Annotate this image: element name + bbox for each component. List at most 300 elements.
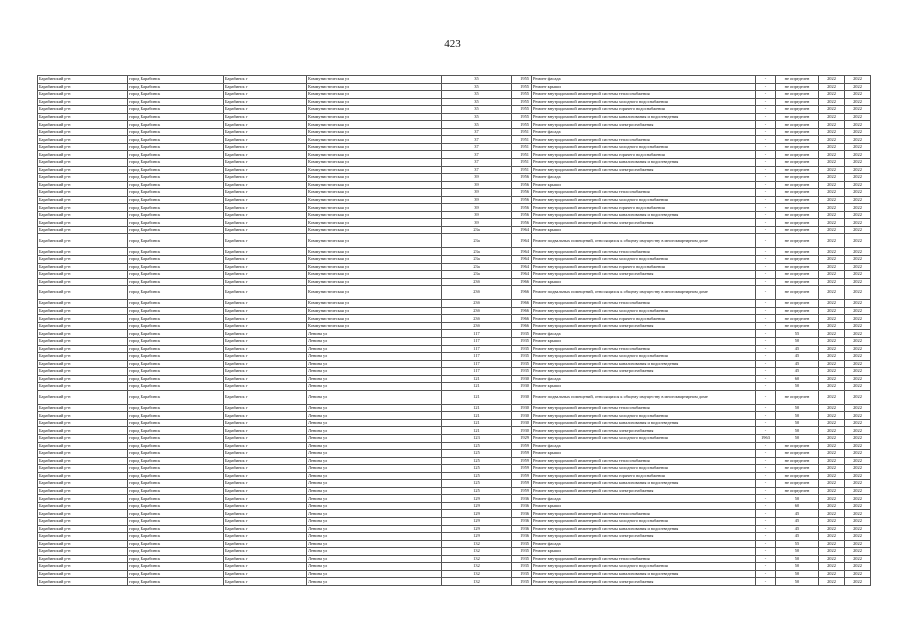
extra-cell: - [756, 204, 776, 212]
table-row [38, 450, 871, 458]
build-year-cell: 1964 [512, 226, 532, 234]
work-type-cell: Ремонт внутридомовой инженерной системы теплоснабжения [532, 510, 756, 518]
settlement-cell: Барабинск г [224, 510, 307, 518]
settlement-cell: Барабинск г [224, 517, 307, 525]
extra-cell: - [756, 472, 776, 480]
table-body [38, 76, 871, 586]
work-type-cell: Ремонт внутридомовой инженерной системы теплоснабжения [532, 136, 756, 144]
work-type-cell: Ремонт внутридомовой инженерной системы теплоснабжения [532, 555, 756, 563]
district-cell: Барабинский р-н [38, 136, 128, 144]
house-number-cell: 39 [442, 189, 512, 197]
work-type-cell: Ремонт внутридомовой инженерной системы холодного водоснабжения [532, 98, 756, 106]
year-start-cell: 2022 [819, 330, 845, 338]
year-start-cell: 2022 [819, 434, 845, 442]
house-number-cell: 35 [442, 76, 512, 84]
build-year-cell: 1930 [512, 383, 532, 391]
work-type-cell: Ремонт внутридомовой инженерной системы электроснабжения [532, 271, 756, 279]
settlement-cell: Барабинск г [224, 136, 307, 144]
district-cell: Барабинский р-н [38, 533, 128, 541]
street-cell: Ленина ул [307, 345, 442, 353]
house-number-cell: 121 [442, 427, 512, 435]
year-start-cell: 2022 [819, 337, 845, 345]
cost-cell: не определен [776, 307, 819, 315]
municipality-cell: город Барабинск [128, 166, 224, 174]
table-row [38, 510, 871, 518]
municipality-cell: город Барабинск [128, 83, 224, 91]
district-cell: Барабинский р-н [38, 404, 128, 412]
cost-cell: не определен [776, 106, 819, 114]
table-row [38, 204, 871, 212]
municipality-cell: город Барабинск [128, 136, 224, 144]
municipality-cell: город Барабинск [128, 337, 224, 345]
house-number-cell: 35 [442, 121, 512, 129]
year-end-cell: 2022 [845, 91, 871, 99]
work-type-cell: Ремонт внутридомовой инженерной системы электроснабжения [532, 368, 756, 376]
house-number-cell: 117 [442, 337, 512, 345]
cost-cell: 60 [776, 375, 819, 383]
extra-cell: - [756, 480, 776, 488]
extra-cell: - [756, 457, 776, 465]
extra-cell: - [756, 248, 776, 256]
year-end-cell: 2022 [845, 533, 871, 541]
build-year-cell: 1964 [512, 256, 532, 264]
house-number-cell: 125 [442, 457, 512, 465]
street-cell: Коммунистическая ул [307, 322, 442, 330]
year-end-cell: 2022 [845, 143, 871, 151]
district-cell: Барабинский р-н [38, 307, 128, 315]
district-cell: Барабинский р-н [38, 570, 128, 578]
year-end-cell: 2022 [845, 226, 871, 234]
year-end-cell: 2022 [845, 151, 871, 159]
settlement-cell: Барабинск г [224, 570, 307, 578]
extra-cell: - [756, 211, 776, 219]
table-row [38, 540, 871, 548]
street-cell: Коммунистическая ул [307, 83, 442, 91]
district-cell: Барабинский р-н [38, 76, 128, 84]
house-number-cell: 23б [442, 315, 512, 323]
cost-cell: не определен [776, 128, 819, 136]
house-number-cell: 132 [442, 570, 512, 578]
work-type-cell: Ремонт внутридомовой инженерной системы канализования и водоотведения [532, 113, 756, 121]
year-start-cell: 2022 [819, 151, 845, 159]
year-end-cell: 2022 [845, 189, 871, 197]
settlement-cell: Барабинск г [224, 375, 307, 383]
extra-cell: - [756, 465, 776, 473]
table-row [38, 487, 871, 495]
table-row [38, 375, 871, 383]
municipality-cell: город Барабинск [128, 300, 224, 308]
build-year-cell: 1936 [512, 495, 532, 503]
extra-cell: - [756, 278, 776, 286]
table-row [38, 502, 871, 510]
build-year-cell: 1955 [512, 113, 532, 121]
house-number-cell: 23а [442, 234, 512, 248]
cost-cell: 50 [776, 383, 819, 391]
year-end-cell: 2022 [845, 159, 871, 167]
table-row [38, 315, 871, 323]
house-number-cell: 37 [442, 159, 512, 167]
settlement-cell: Барабинск г [224, 337, 307, 345]
year-start-cell: 2022 [819, 307, 845, 315]
house-number-cell: 37 [442, 136, 512, 144]
street-cell: Ленина ул [307, 510, 442, 518]
year-end-cell: 2022 [845, 427, 871, 435]
year-end-cell: 2022 [845, 510, 871, 518]
house-number-cell: 23б [442, 278, 512, 286]
year-end-cell: 2022 [845, 256, 871, 264]
year-start-cell: 2022 [819, 219, 845, 227]
municipality-cell: город Барабинск [128, 315, 224, 323]
municipality-cell: город Барабинск [128, 121, 224, 129]
year-end-cell: 2022 [845, 540, 871, 548]
cost-cell: не определен [776, 465, 819, 473]
extra-cell: - [756, 159, 776, 167]
municipality-cell: город Барабинск [128, 151, 224, 159]
work-type-cell: Ремонт внутридомовой инженерной системы холодного водоснабжения [532, 353, 756, 361]
work-type-cell: Ремонт подвальных помещений, относящихся к общему имуществу в многоквартирном доме [532, 286, 756, 300]
year-end-cell: 2022 [845, 383, 871, 391]
municipality-cell: город Барабинск [128, 434, 224, 442]
work-type-cell: Ремонт внутридомовой инженерной системы холодного водоснабжения [532, 412, 756, 420]
cost-cell: не определен [776, 263, 819, 271]
settlement-cell: Барабинск г [224, 300, 307, 308]
build-year-cell: 1951 [512, 136, 532, 144]
year-start-cell: 2022 [819, 300, 845, 308]
municipality-cell: город Барабинск [128, 578, 224, 586]
extra-cell: - [756, 419, 776, 427]
house-number-cell: 125 [442, 480, 512, 488]
table-row [38, 159, 871, 167]
district-cell: Барабинский р-н [38, 525, 128, 533]
street-cell: Коммунистическая ул [307, 98, 442, 106]
street-cell: Ленина ул [307, 434, 442, 442]
year-start-cell: 2022 [819, 211, 845, 219]
table-row [38, 383, 871, 391]
district-cell: Барабинский р-н [38, 548, 128, 556]
district-cell: Барабинский р-н [38, 353, 128, 361]
extra-cell: - [756, 495, 776, 503]
build-year-cell: 1955 [512, 91, 532, 99]
district-cell: Барабинский р-н [38, 330, 128, 338]
house-number-cell: 23а [442, 256, 512, 264]
settlement-cell: Барабинск г [224, 256, 307, 264]
settlement-cell: Барабинск г [224, 555, 307, 563]
street-cell: Ленина ул [307, 502, 442, 510]
table-row [38, 465, 871, 473]
build-year-cell: 1964 [512, 271, 532, 279]
settlement-cell: Барабинск г [224, 219, 307, 227]
municipality-cell: город Барабинск [128, 533, 224, 541]
district-cell: Барабинский р-н [38, 174, 128, 182]
house-number-cell: 37 [442, 128, 512, 136]
table-row [38, 263, 871, 271]
municipality-cell: город Барабинск [128, 226, 224, 234]
district-cell: Барабинский р-н [38, 383, 128, 391]
municipality-cell: город Барабинск [128, 330, 224, 338]
street-cell: Ленина ул [307, 330, 442, 338]
year-end-cell: 2022 [845, 390, 871, 404]
house-number-cell: 23б [442, 322, 512, 330]
cost-cell: 45 [776, 368, 819, 376]
work-type-cell: Ремонт внутридомовой инженерной системы теплоснабжения [532, 457, 756, 465]
street-cell: Ленина ул [307, 555, 442, 563]
settlement-cell: Барабинск г [224, 189, 307, 197]
cost-cell: не определен [776, 121, 819, 129]
house-number-cell: 129 [442, 502, 512, 510]
district-cell: Барабинский р-н [38, 510, 128, 518]
extra-cell: - [756, 128, 776, 136]
year-end-cell: 2022 [845, 457, 871, 465]
table-row [38, 368, 871, 376]
municipality-cell: город Барабинск [128, 487, 224, 495]
year-end-cell: 2022 [845, 278, 871, 286]
extra-cell: - [756, 360, 776, 368]
cost-cell: не определен [776, 322, 819, 330]
year-end-cell: 2022 [845, 219, 871, 227]
build-year-cell: 1930 [512, 404, 532, 412]
build-year-cell: 1966 [512, 315, 532, 323]
work-type-cell: Ремонт внутридомовой инженерной системы холодного водоснабжения [532, 465, 756, 473]
extra-cell: - [756, 322, 776, 330]
district-cell: Барабинский р-н [38, 278, 128, 286]
year-start-cell: 2022 [819, 166, 845, 174]
cost-cell: не определен [776, 271, 819, 279]
work-type-cell: Ремонт внутридомовой инженерной системы холодного водоснабжения [532, 143, 756, 151]
work-type-cell: Ремонт фасада [532, 128, 756, 136]
cost-cell: не определен [776, 211, 819, 219]
year-start-cell: 2022 [819, 196, 845, 204]
extra-cell: - [756, 510, 776, 518]
year-start-cell: 2022 [819, 375, 845, 383]
work-type-cell: Ремонт внутридомовой инженерной системы горячего водоснабжения [532, 315, 756, 323]
work-type-cell: Ремонт внутридомовой инженерной системы электроснабжения [532, 322, 756, 330]
street-cell: Ленина ул [307, 360, 442, 368]
settlement-cell: Барабинск г [224, 404, 307, 412]
extra-cell: - [756, 143, 776, 151]
district-cell: Барабинский р-н [38, 337, 128, 345]
street-cell: Коммунистическая ул [307, 113, 442, 121]
cost-cell: не определен [776, 248, 819, 256]
year-start-cell: 2022 [819, 495, 845, 503]
district-cell: Барабинский р-н [38, 487, 128, 495]
cost-cell: 45 [776, 517, 819, 525]
table-row [38, 360, 871, 368]
settlement-cell: Барабинск г [224, 315, 307, 323]
table-row [38, 248, 871, 256]
cost-cell: не определен [776, 256, 819, 264]
work-type-cell: Ремонт внутридомовой инженерной системы холодного водоснабжения [532, 434, 756, 442]
build-year-cell: 1935 [512, 540, 532, 548]
house-number-cell: 37 [442, 143, 512, 151]
year-start-cell: 2022 [819, 248, 845, 256]
district-cell: Барабинский р-н [38, 540, 128, 548]
extra-cell: - [756, 166, 776, 174]
municipality-cell: город Барабинск [128, 345, 224, 353]
extra-cell: - [756, 136, 776, 144]
cost-cell: не определен [776, 450, 819, 458]
year-end-cell: 2022 [845, 322, 871, 330]
street-cell: Ленина ул [307, 525, 442, 533]
house-number-cell: 129 [442, 517, 512, 525]
district-cell: Барабинский р-н [38, 159, 128, 167]
district-cell: Барабинский р-н [38, 256, 128, 264]
year-end-cell: 2022 [845, 442, 871, 450]
work-type-cell: Ремонт внутридомовой инженерной системы теплоснабжения [532, 345, 756, 353]
table-row [38, 234, 871, 248]
house-number-cell: 125 [442, 487, 512, 495]
cost-cell: 50 [776, 404, 819, 412]
work-type-cell: Ремонт крыши [532, 450, 756, 458]
district-cell: Барабинский р-н [38, 91, 128, 99]
settlement-cell: Барабинск г [224, 383, 307, 391]
year-start-cell: 2022 [819, 412, 845, 420]
street-cell: Коммунистическая ул [307, 248, 442, 256]
build-year-cell: 1935 [512, 360, 532, 368]
street-cell: Ленина ул [307, 450, 442, 458]
municipality-cell: город Барабинск [128, 360, 224, 368]
year-start-cell: 2022 [819, 226, 845, 234]
year-start-cell: 2022 [819, 427, 845, 435]
year-end-cell: 2022 [845, 166, 871, 174]
build-year-cell: 1966 [512, 322, 532, 330]
table-row [38, 533, 871, 541]
table-row [38, 166, 871, 174]
municipality-cell: город Барабинск [128, 256, 224, 264]
year-start-cell: 2022 [819, 121, 845, 129]
settlement-cell: Барабинск г [224, 487, 307, 495]
house-number-cell: 35 [442, 106, 512, 114]
house-number-cell: 23б [442, 300, 512, 308]
municipality-cell: город Барабинск [128, 271, 224, 279]
year-end-cell: 2022 [845, 495, 871, 503]
year-end-cell: 2022 [845, 248, 871, 256]
municipality-cell: город Барабинск [128, 442, 224, 450]
year-start-cell: 2022 [819, 502, 845, 510]
municipality-cell: город Барабинск [128, 98, 224, 106]
extra-cell: - [756, 517, 776, 525]
year-end-cell: 2022 [845, 555, 871, 563]
work-type-cell: Ремонт крыши [532, 548, 756, 556]
table-row [38, 174, 871, 182]
cost-cell: 50 [776, 578, 819, 586]
work-type-cell: Ремонт внутридомовой инженерной системы теплоснабжения [532, 189, 756, 197]
extra-cell: - [756, 404, 776, 412]
page-number: 423 [444, 38, 461, 50]
cost-cell: 50 [776, 419, 819, 427]
work-type-cell: Ремонт крыши [532, 278, 756, 286]
settlement-cell: Барабинск г [224, 263, 307, 271]
table-row [38, 570, 871, 578]
district-cell: Барабинский р-н [38, 211, 128, 219]
house-number-cell: 39 [442, 219, 512, 227]
extra-cell: - [756, 91, 776, 99]
build-year-cell: 1935 [512, 570, 532, 578]
year-end-cell: 2022 [845, 204, 871, 212]
build-year-cell: 1955 [512, 76, 532, 84]
year-end-cell: 2022 [845, 404, 871, 412]
year-end-cell: 2022 [845, 570, 871, 578]
cost-cell: не определен [776, 181, 819, 189]
build-year-cell: 1935 [512, 337, 532, 345]
year-end-cell: 2022 [845, 450, 871, 458]
build-year-cell: 1966 [512, 307, 532, 315]
district-cell: Барабинский р-н [38, 555, 128, 563]
table-row [38, 98, 871, 106]
extra-cell: - [756, 121, 776, 129]
year-start-cell: 2022 [819, 76, 845, 84]
street-cell: Ленина ул [307, 419, 442, 427]
district-cell: Барабинский р-н [38, 128, 128, 136]
cost-cell: 50 [776, 555, 819, 563]
year-start-cell: 2022 [819, 98, 845, 106]
municipality-cell: город Барабинск [128, 510, 224, 518]
year-start-cell: 2022 [819, 390, 845, 404]
municipality-cell: город Барабинск [128, 219, 224, 227]
build-year-cell: 1966 [512, 278, 532, 286]
district-cell: Барабинский р-н [38, 286, 128, 300]
house-number-cell: 125 [442, 472, 512, 480]
settlement-cell: Барабинск г [224, 525, 307, 533]
house-number-cell: 121 [442, 412, 512, 420]
house-number-cell: 39 [442, 181, 512, 189]
build-year-cell: 1936 [512, 502, 532, 510]
extra-cell: - [756, 570, 776, 578]
year-end-cell: 2022 [845, 472, 871, 480]
municipality-cell: город Барабинск [128, 322, 224, 330]
extra-cell: - [756, 219, 776, 227]
year-start-cell: 2022 [819, 189, 845, 197]
street-cell: Ленина ул [307, 375, 442, 383]
year-end-cell: 2022 [845, 368, 871, 376]
extra-cell: - [756, 450, 776, 458]
work-type-cell: Ремонт внутридомовой инженерной системы электроснабжения [532, 533, 756, 541]
cost-cell: 50 [776, 563, 819, 571]
municipality-cell: город Барабинск [128, 465, 224, 473]
street-cell: Коммунистическая ул [307, 106, 442, 114]
extra-cell: - [756, 174, 776, 182]
table-row [38, 525, 871, 533]
street-cell: Коммунистическая ул [307, 128, 442, 136]
year-end-cell: 2022 [845, 307, 871, 315]
settlement-cell: Барабинск г [224, 427, 307, 435]
work-type-cell: Ремонт фасада [532, 76, 756, 84]
settlement-cell: Барабинск г [224, 353, 307, 361]
district-cell: Барабинский р-н [38, 181, 128, 189]
cost-cell: не определен [776, 472, 819, 480]
district-cell: Барабинский р-н [38, 442, 128, 450]
settlement-cell: Барабинск г [224, 248, 307, 256]
municipality-cell: город Барабинск [128, 375, 224, 383]
street-cell: Коммунистическая ул [307, 189, 442, 197]
extra-cell: - [756, 226, 776, 234]
work-type-cell: Ремонт внутридомовой инженерной системы теплоснабжения [532, 91, 756, 99]
extra-cell: - [756, 427, 776, 435]
build-year-cell: 1959 [512, 480, 532, 488]
municipality-cell: город Барабинск [128, 390, 224, 404]
cost-cell: не определен [776, 159, 819, 167]
cost-cell: не определен [776, 174, 819, 182]
settlement-cell: Барабинск г [224, 76, 307, 84]
year-end-cell: 2022 [845, 563, 871, 571]
build-year-cell: 1959 [512, 450, 532, 458]
extra-cell: - [756, 578, 776, 586]
settlement-cell: Барабинск г [224, 450, 307, 458]
municipality-cell: город Барабинск [128, 143, 224, 151]
municipality-cell: город Барабинск [128, 412, 224, 420]
cost-cell: не определен [776, 487, 819, 495]
year-start-cell: 2022 [819, 457, 845, 465]
year-end-cell: 2022 [845, 106, 871, 114]
